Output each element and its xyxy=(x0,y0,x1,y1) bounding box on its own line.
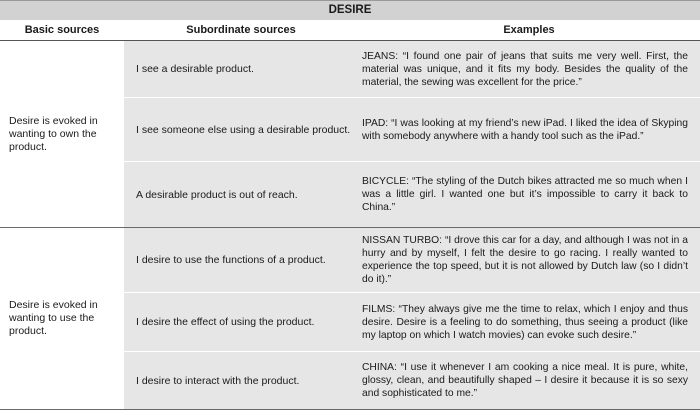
header-basic-sources: Basic sources xyxy=(24,24,100,36)
subordinate-source-cell: I desire to interact with the product. xyxy=(124,352,358,409)
subordinate-source-cell: I see a desirable product. xyxy=(124,41,358,97)
example-cell xyxy=(358,352,700,409)
subordinate-source-cell: I desire the effect of using the product. xyxy=(124,293,358,351)
example-text: FILMS: “They always give me the time to relax, which I enjoy and thus desire. Desire is a feeling to do something, thus seeing a product (like my laptop on which I watch movies) can evoke such desire.” xyxy=(362,303,688,341)
table-row xyxy=(124,352,700,409)
subordinate-rows xyxy=(124,41,700,227)
basic-source-text: Desire is evoked in wanting to own the product. xyxy=(9,114,98,153)
table-header-row xyxy=(0,20,700,41)
example-text: NISSAN TURBO: “I drove this car for a day, and although I was not in a hurry and by myself, I felt the desire to go racing. I really wanted to experience the top speed, but it is not allowed by Dutch law (so I didn’t do it).” xyxy=(362,235,688,285)
table-row xyxy=(124,162,700,227)
header-examples: Examples xyxy=(503,24,555,36)
example-cell xyxy=(358,293,700,351)
table-title: DESIRE xyxy=(0,0,700,20)
example-cell xyxy=(358,162,700,227)
example-cell xyxy=(358,228,700,292)
subordinate-rows xyxy=(124,228,700,409)
example-text: BICYCLE: “The styling of the Dutch bikes attracted me so much when I was a little girl. I wanted one but it’s impossible to carry it back to China.” xyxy=(362,176,688,213)
table-row xyxy=(124,41,700,98)
table-row xyxy=(124,228,700,293)
subordinate-source-cell: I see someone else using a desirable product. xyxy=(124,98,358,161)
header-subordinate-sources: Subordinate sources xyxy=(186,24,296,36)
basic-source-text: Desire is evoked in wanting to use the product. xyxy=(9,299,98,337)
table-row xyxy=(124,293,700,352)
basic-source-cell xyxy=(0,228,124,409)
example-text: CHINA: “I use it whenever I am cooking a nice meal. It is pure, white, glossy, clean, and beautifully shaped – I desire it because it is so sexy and sophisticated to me.” xyxy=(362,362,688,399)
subordinate-source-cell: A desirable product is out of reach. xyxy=(124,162,358,227)
subordinate-source-cell: I desire to use the functions of a product. xyxy=(124,228,358,292)
table-group-own xyxy=(0,41,700,228)
example-text: IPAD: “I was looking at my friend’s new iPad. I liked the idea of Skyping with somebody anywhere with a handy tool such as the iPad.” xyxy=(362,117,688,142)
example-cell xyxy=(358,41,700,97)
example-cell xyxy=(358,98,700,161)
table-group-use xyxy=(0,228,700,410)
example-text: JEANS: “I found one pair of jeans that suits me very well. First, the material was unique, and it fits my body. Besides the quality of the material, the sewing was excellent for the price.” xyxy=(362,50,688,88)
table-row xyxy=(124,98,700,162)
basic-source-cell xyxy=(0,41,124,227)
